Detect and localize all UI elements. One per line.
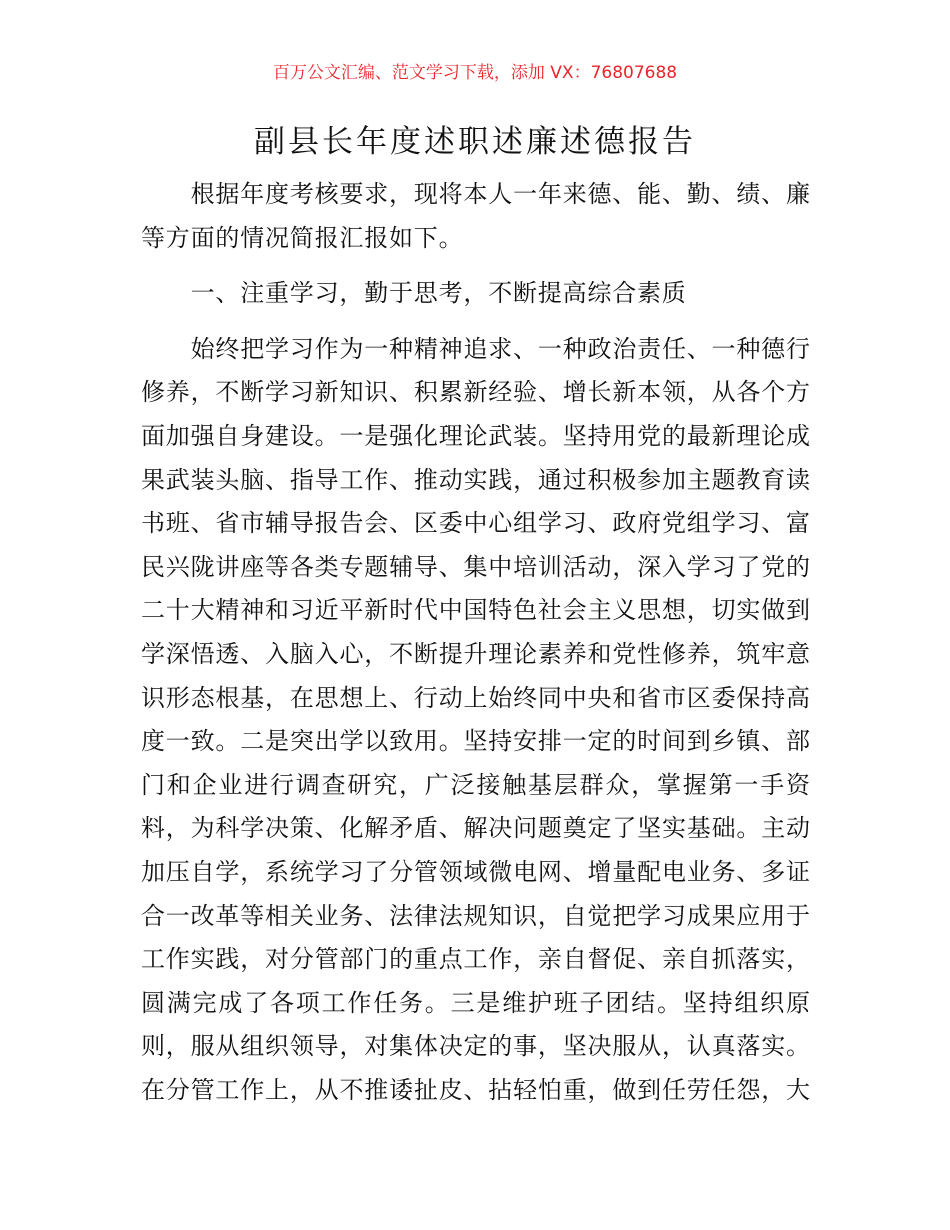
paragraph-line: 等方面的情况简报汇报如下。: [141, 223, 464, 252]
paragraph-line: 在分管工作上，从不推诿扯皮、拈轻怕重，做到任劳任怨，大: [141, 1075, 810, 1104]
paragraph-line: 合一改革等相关业务、法律法规知识，自觉把学习成果应用于: [141, 901, 810, 930]
watermark-header: 百万公文汇编、范文学习下载，添加 VX：76807688: [272, 63, 678, 83]
paragraph-line: 面加强自身建设。一是强化理论武装。坚持用党的最新理论成: [141, 421, 810, 450]
paragraph-line: 修养，不断学习新知识、积累新经验、增长新本领，从各个方: [141, 378, 810, 407]
document-body: [141, 173, 810, 1112]
paragraph-body1: [141, 328, 810, 1113]
paragraph-line: 识形态根基，在思想上、行动上始终同中央和省市区委保持高: [141, 683, 810, 712]
paragraph-line: 根据年度考核要求，现将本人一年来德、能、勤、绩、廉: [190, 180, 810, 208]
paragraph-line: 工作实践，对分管部门的重点工作，亲自督促、亲自抓落实，: [141, 945, 810, 974]
paragraph-line: 学深悟透、入脑入心，不断提升理论素养和党性修养，筑牢意: [141, 639, 810, 668]
paragraph-line: 果武装头脑、指导工作、推动实践，通过积极参加主题教育读: [141, 465, 810, 494]
paragraph-line: 则，服从组织领导，对集体决定的事，坚决服从，认真落实。: [141, 1032, 810, 1061]
paragraph-line: 二十大精神和习近平新时代中国特色社会主义思想，切实做到: [141, 596, 810, 625]
document-title: 副县长年度述职述廉述德报告: [254, 124, 696, 160]
paragraph-line: 民兴陇讲座等各类专题辅导、集中培训活动，深入学习了党的: [141, 552, 810, 581]
paragraph-line: 书班、省市辅导报告会、区委中心组学习、政府党组学习、富: [141, 509, 810, 538]
section-heading: 一、注重学习，勤于思考，不断提高综合素质: [190, 279, 687, 308]
paragraph-line: 圆满完成了各项工作任务。三是维护班子团结。坚持组织原: [141, 988, 810, 1017]
paragraph-line: 加压自学，系统学习了分管领域微电网、增量配电业务、多证: [141, 857, 810, 886]
paragraph-line: 始终把学习作为一种精神追求、一种政治责任、一种德行: [190, 334, 810, 363]
paragraph-line: 门和企业进行调查研究，广泛接触基层群众，掌握第一手资: [141, 770, 810, 799]
paragraph-line: 料，为科学决策、化解矛盾、解决问题奠定了坚实基础。主动: [141, 814, 810, 843]
paragraph-line: 度一致。二是突出学以致用。坚持安排一定的时间到乡镇、部: [141, 727, 810, 756]
